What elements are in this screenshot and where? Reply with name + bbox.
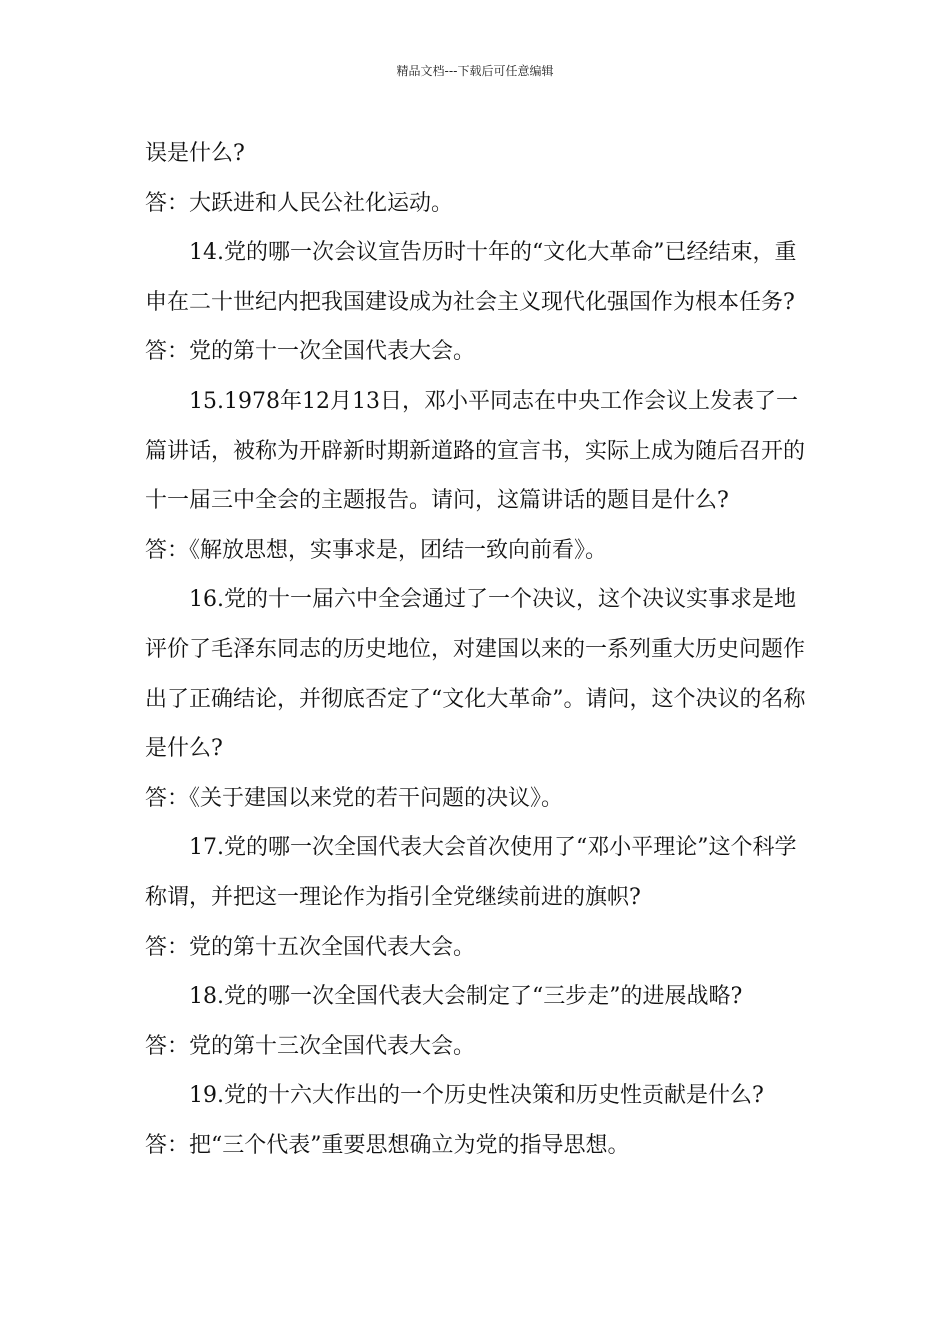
question-paragraph: 16.党的十一届六中全会通过了一个决议，这个决议实事求是地评价了毛泽东同志的历史地位，对建国以来的一系列重大历史问题作出了正确结论，并彻底否定了“文化大革命”。请问，这个决议的名称是什么? [145, 587, 806, 762]
answer-paragraph: 答：《关于建国以来党的若干问题的决议》。 [145, 785, 564, 811]
question-paragraph: 19.党的十六大作出的一个历史性决策和历史性贡献是什么? [189, 1083, 764, 1109]
answer-paragraph: 答：党的第十一次全国代表大会。 [145, 339, 476, 365]
answer-paragraph: 答：大跃进和人民公社化运动。 [145, 190, 454, 216]
document-body [145, 129, 811, 1170]
question-paragraph: 17.党的哪一次全国代表大会首次使用了“邓小平理论”这个科学称谓，并把这一理论作为指引全党继续前进的旗帜? [145, 835, 797, 910]
answer-paragraph: 答：把“三个代表”重要思想确立为党的指导思想。 [145, 1132, 630, 1158]
question-paragraph: 18.党的哪一次全国代表大会制定了“三步走”的进展战略? [189, 984, 743, 1010]
answer-paragraph: 答：《解放思想，实事求是，团结一致向前看》。 [145, 537, 608, 563]
question-paragraph: 14.党的哪一次会议宣告历时十年的“文化大革命”已经结束，重申在二十世纪内把我国建设成为社会主义现代化强国作为根本任务? [145, 240, 797, 315]
answer-paragraph: 答：党的第十五次全国代表大会。 [145, 934, 476, 960]
page-header: 精品文档---下载后可任意编辑 [396, 64, 554, 78]
question-continuation: 误是什么? [145, 141, 245, 166]
answer-paragraph: 答：党的第十三次全国代表大会。 [145, 1033, 476, 1059]
question-paragraph: 15.1978年12月13日，邓小平同志在中央工作会议上发表了一篇讲话，被称为开辟新时期新道路的宣言书，实际上成为随后召开的十一届三中全会的主题报告。请问，这篇讲话的题目是什么? [145, 388, 806, 514]
